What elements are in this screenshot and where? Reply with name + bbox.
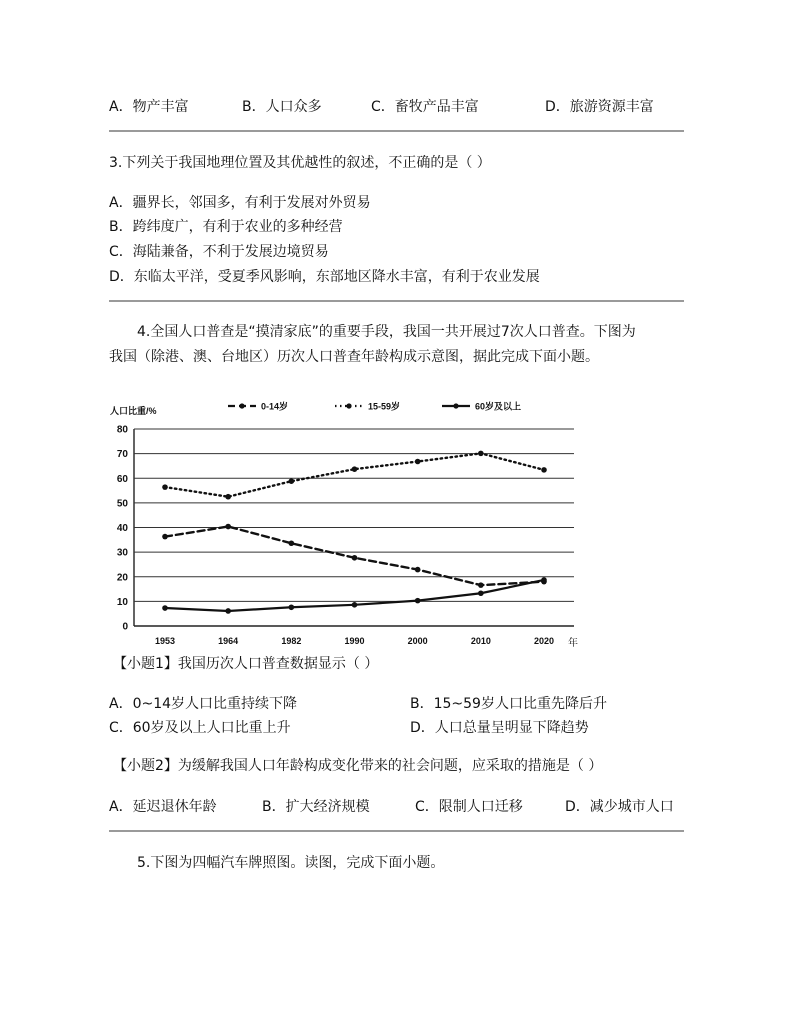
chart-legend xyxy=(228,401,521,412)
q2-option-b[interactable]: B．人口众多 xyxy=(242,99,322,115)
q4-sub1-option-a[interactable]: A．0~14岁人口比重持续下降 xyxy=(109,696,298,712)
chart-legend-label: 15-59岁 xyxy=(368,401,401,412)
chart-grid xyxy=(134,429,574,626)
chart-series xyxy=(162,451,547,614)
divider xyxy=(109,130,684,132)
chart-x-tick-label: 1982 xyxy=(281,636,302,646)
chart-point xyxy=(415,598,421,604)
chart-point xyxy=(478,451,484,457)
chart-y-tick-label: 70 xyxy=(116,449,128,461)
chart-x-tick-label: 2000 xyxy=(407,636,428,646)
q3-option-d[interactable]: D．东临太平洋，受夏季风影响，东部地区降水丰富，有利于农业发展 xyxy=(109,269,540,285)
chart-legend-label: 60岁及以上 xyxy=(475,401,522,412)
chart-point xyxy=(225,524,231,530)
q2-option-a[interactable]: A．物产丰富 xyxy=(109,99,189,115)
divider xyxy=(109,300,684,302)
q4-sub2-option-a[interactable]: A．延迟退休年龄 xyxy=(109,799,217,815)
q4-sub2-option-b[interactable]: B．扩大经济规模 xyxy=(262,799,370,815)
q4-sub1-option-c[interactable]: C．60岁及以上人口比重上升 xyxy=(109,720,291,736)
chart-x-tick-label: 1964 xyxy=(218,636,239,646)
chart-y-tick-label: 0 xyxy=(122,621,128,633)
chart-point xyxy=(352,555,358,561)
chart-point xyxy=(415,567,421,573)
q2-option-d[interactable]: D．旅游资源丰富 xyxy=(545,99,654,115)
chart-x-tick-label: 1953 xyxy=(154,636,176,646)
chart-point xyxy=(225,494,231,500)
q4-sub1-option-d[interactable]: D．人口总量呈明显下降趋势 xyxy=(410,720,589,736)
chart-legend-label: 0-14岁 xyxy=(261,401,289,412)
chart-point xyxy=(352,466,358,472)
chart-y-tick-label: 20 xyxy=(116,572,128,584)
chart-legend-marker xyxy=(453,403,458,408)
chart-point xyxy=(541,577,547,583)
chart-y-tick-label: 30 xyxy=(116,547,128,559)
chart-y-tick-label: 80 xyxy=(116,424,128,436)
q3-option-a[interactable]: A．疆界长，邻国多，有利于发展对外贸易 xyxy=(109,195,371,211)
chart-point xyxy=(289,478,295,484)
chart-point xyxy=(225,608,231,614)
q4-sub2-stem: 【小题2】为缓解我国人口年龄构成变化带来的社会问题，应采取的措施是（ ） xyxy=(113,758,603,774)
chart-point xyxy=(478,582,484,588)
chart-point xyxy=(162,605,168,611)
chart-y-tick-label: 40 xyxy=(116,523,128,534)
chart-legend-marker xyxy=(239,403,244,408)
chart-y-label: 人口比重/% xyxy=(110,406,157,416)
q4-sub2-option-c[interactable]: C．限制人口迁移 xyxy=(415,799,523,815)
q3-option-b[interactable]: B．跨纬度广，有利于农业的多种经营 xyxy=(109,219,343,235)
q4-intro-line1: 4.全国人口普查是“摸清家底”的重要手段，我国一共开展过7次人口普查。下图为 xyxy=(137,324,636,340)
chart-x-label: 年 xyxy=(568,638,578,649)
chart-x-tick-label: 1990 xyxy=(344,636,365,646)
chart-y-tick-label: 60 xyxy=(116,473,128,485)
chart-point xyxy=(415,459,421,465)
divider xyxy=(109,830,684,832)
q3-option-c[interactable]: C．海陆兼备，不利于发展边境贸易 xyxy=(109,244,329,260)
chart-x-ticks xyxy=(155,636,554,646)
chart-point xyxy=(162,534,168,540)
chart-legend-marker xyxy=(346,403,351,408)
chart-y-tick-label: 50 xyxy=(116,498,128,510)
chart-y-ticks xyxy=(117,425,129,633)
chart-point xyxy=(289,540,295,546)
chart-point xyxy=(289,604,295,610)
chart-point xyxy=(162,484,168,490)
q4-sub2-option-d[interactable]: D．减少城市人口 xyxy=(565,799,674,815)
chart-y-tick-label: 10 xyxy=(116,596,128,608)
chart-series-line xyxy=(165,453,544,496)
q4-sub1-option-b[interactable]: B．15~59岁人口比重先降后升 xyxy=(410,696,607,712)
population-age-chart xyxy=(108,394,588,650)
chart-point xyxy=(478,590,484,596)
chart-point xyxy=(541,467,547,473)
chart-point xyxy=(352,602,358,608)
q2-option-c[interactable]: C．畜牧产品丰富 xyxy=(371,99,479,115)
q4-sub1-stem: 【小题1】我国历次人口普查数据显示（ ） xyxy=(113,656,379,672)
q3-stem: 3.下列关于我国地理位置及其优越性的叙述，不正确的是（ ） xyxy=(109,155,491,171)
chart-x-tick-label: 2020 xyxy=(533,636,555,646)
q4-intro-line2: 我国（除港、澳、台地区）历次人口普查年龄构成示意图，据此完成下面小题。 xyxy=(109,349,599,365)
chart-x-tick-label: 2010 xyxy=(470,636,491,646)
q5-stem: 5.下图为四幅汽车牌照图。读图，完成下面小题。 xyxy=(137,855,445,871)
